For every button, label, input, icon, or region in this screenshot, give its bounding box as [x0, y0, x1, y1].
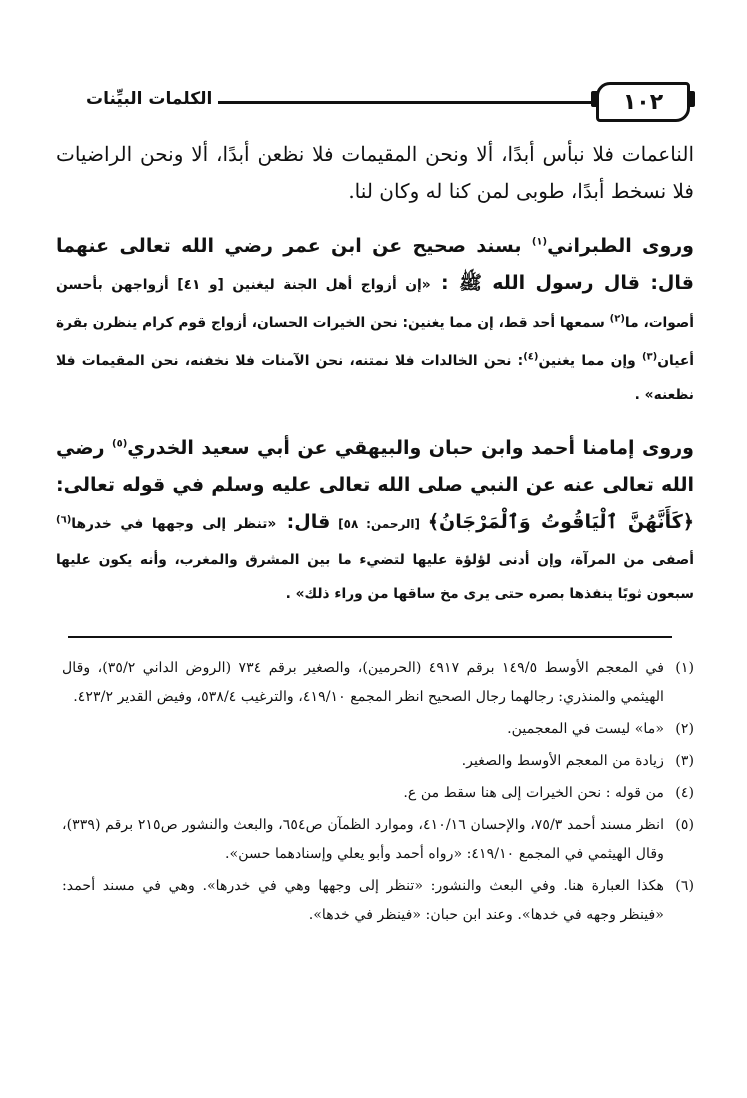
- page-header: [86, 82, 690, 118]
- main-text: [56, 136, 694, 611]
- footnote-1: (١) في المعجم الأوسط ١٤٩/٥ برقم ٤٩١٧ (الحرمين)، والصغير برقم ٧٣٤ (الروض الداني ٣٥/٢)، وقال الهيثمي والمنذري: رجالهما رجال الصحيح انظر المجمع ٤١٩/١٠، والترغيب ٥٣٨/٤، وفيض القدير ٤٢٣/٢.: [62, 654, 694, 712]
- footnote-5: (٥) انظر مسند أحمد ٧٥/٣، والإحسان ٤١٠/١٦، وموارد الظمآن ص٦٥٤، والبعث والنشور ص٢١٥ برقم (٣٣٩)، وقال الهيثمي في المجمع ٤١٩/١٠: «رواه أحمد وأبو يعلي وإسنادهما حسن».: [62, 811, 694, 869]
- quran-verse: ﴿كَأَنَّهُنَّ ٱلْيَاقُوتُ وَٱلْمَرْجَانُ﴾: [427, 511, 694, 534]
- footnote-ref-1[interactable]: (١): [531, 237, 548, 248]
- footnote-ref-5[interactable]: (٥): [112, 438, 128, 450]
- footnote-number: (٥): [675, 817, 694, 833]
- footnote-ref-2[interactable]: (٢): [609, 313, 625, 325]
- footnote-number: (٤): [675, 785, 694, 801]
- verse-reference: [الرحمن: ٥٨]: [330, 517, 428, 532]
- footnote-ref-3[interactable]: (٣): [641, 350, 658, 362]
- footnote-3: (٣) زيادة من المعجم الأوسط والصغير.: [62, 747, 694, 776]
- paragraph-1: الناعمات فلا نبأس أبدًا، ألا ونحن المقيمات فلا نظعن أبدًا، ألا ونحن الراضيات فلا نسخط أبدًا، طوبى لمن كنا له وكان لنا.: [56, 142, 694, 203]
- footnotes: [62, 654, 694, 933]
- footnote-number: (٢): [675, 721, 694, 737]
- hadith-intro: وروى الطبراني$^{(١)}$ بسند صحيح عن ابن عمر رضي الله تعالى عنهما قال: قال رسول الله ﷺ :: [56, 235, 694, 295]
- paragraph-3: [56, 426, 694, 612]
- footnote-number: (٦): [675, 878, 694, 894]
- footnote-2: (٢) «ما» ليست في المعجمين.: [62, 715, 694, 744]
- hadith-intro-2: وروى إمامنا أحمد وابن حبان والبيهقي عن أبي سعيد الخدري$^{(٥)}$ رضي الله تعالى عنه عن النبي صلى الله تعالى عليه وسلم في قوله تعالى: ﴿كَأَنَّهُنَّ ٱلْيَاقُوتُ وَٱلْمَرْجَانُ﴾ [الرحمن: ٥٨] قال:: [56, 436, 694, 534]
- paragraph-2: [56, 224, 694, 412]
- hadith-quote-2: «تنظر إلى وجهها في خدرها$^{(٦)}$ أصفى من المرآة، وإن أدنى لؤلؤة عليها لتضيء ما بين المشرق والمغرب، وأنه يكون عليها سبعون ثوبًا ينفذها بصره حتى يرى مخ ساقها من وراء ذلك» .: [56, 514, 694, 603]
- footnote-ref-4[interactable]: (٤): [523, 350, 539, 362]
- footnote-separator: [68, 636, 672, 638]
- book-title: الكلمات البيِّنات: [80, 82, 218, 116]
- footnote-number: (٣): [675, 753, 694, 769]
- footnote-number: (١): [675, 660, 694, 676]
- page-number: ١٠٢: [596, 82, 690, 122]
- footnote-6: (٦) هكذا العبارة هنا. وفي البعث والنشور: «تنظر إلى وجهها وهي في خدرها». وهي في مسند أحمد: «فينظر وجهه في خدها». وعند ابن حبان: «فينظر في خدها».: [62, 872, 694, 930]
- footnote-4: (٤) من قوله : نحن الخيرات إلى هنا سقط من ع.: [62, 779, 694, 808]
- hadith-quote: «إن أزواج أهل الجنة ليغنين [و ٤١] أزواجهن بأحسن أصوات، ما$^{(٢)}$ سمعها أحد قط، إن مما يغنين: نحن الخيرات الحسان، أزواج قوم كرام ينظرن بقرة أعيان$^{(٣)}$ وإن مما يغنين$^{(٤)}$: نحن الخالدات فلا نمتنه، نحن الآمنات فلا نخفنه، نحن المقيمات فلا نظعنه» .: [56, 277, 694, 403]
- footnote-ref-6[interactable]: (٦): [56, 514, 72, 526]
